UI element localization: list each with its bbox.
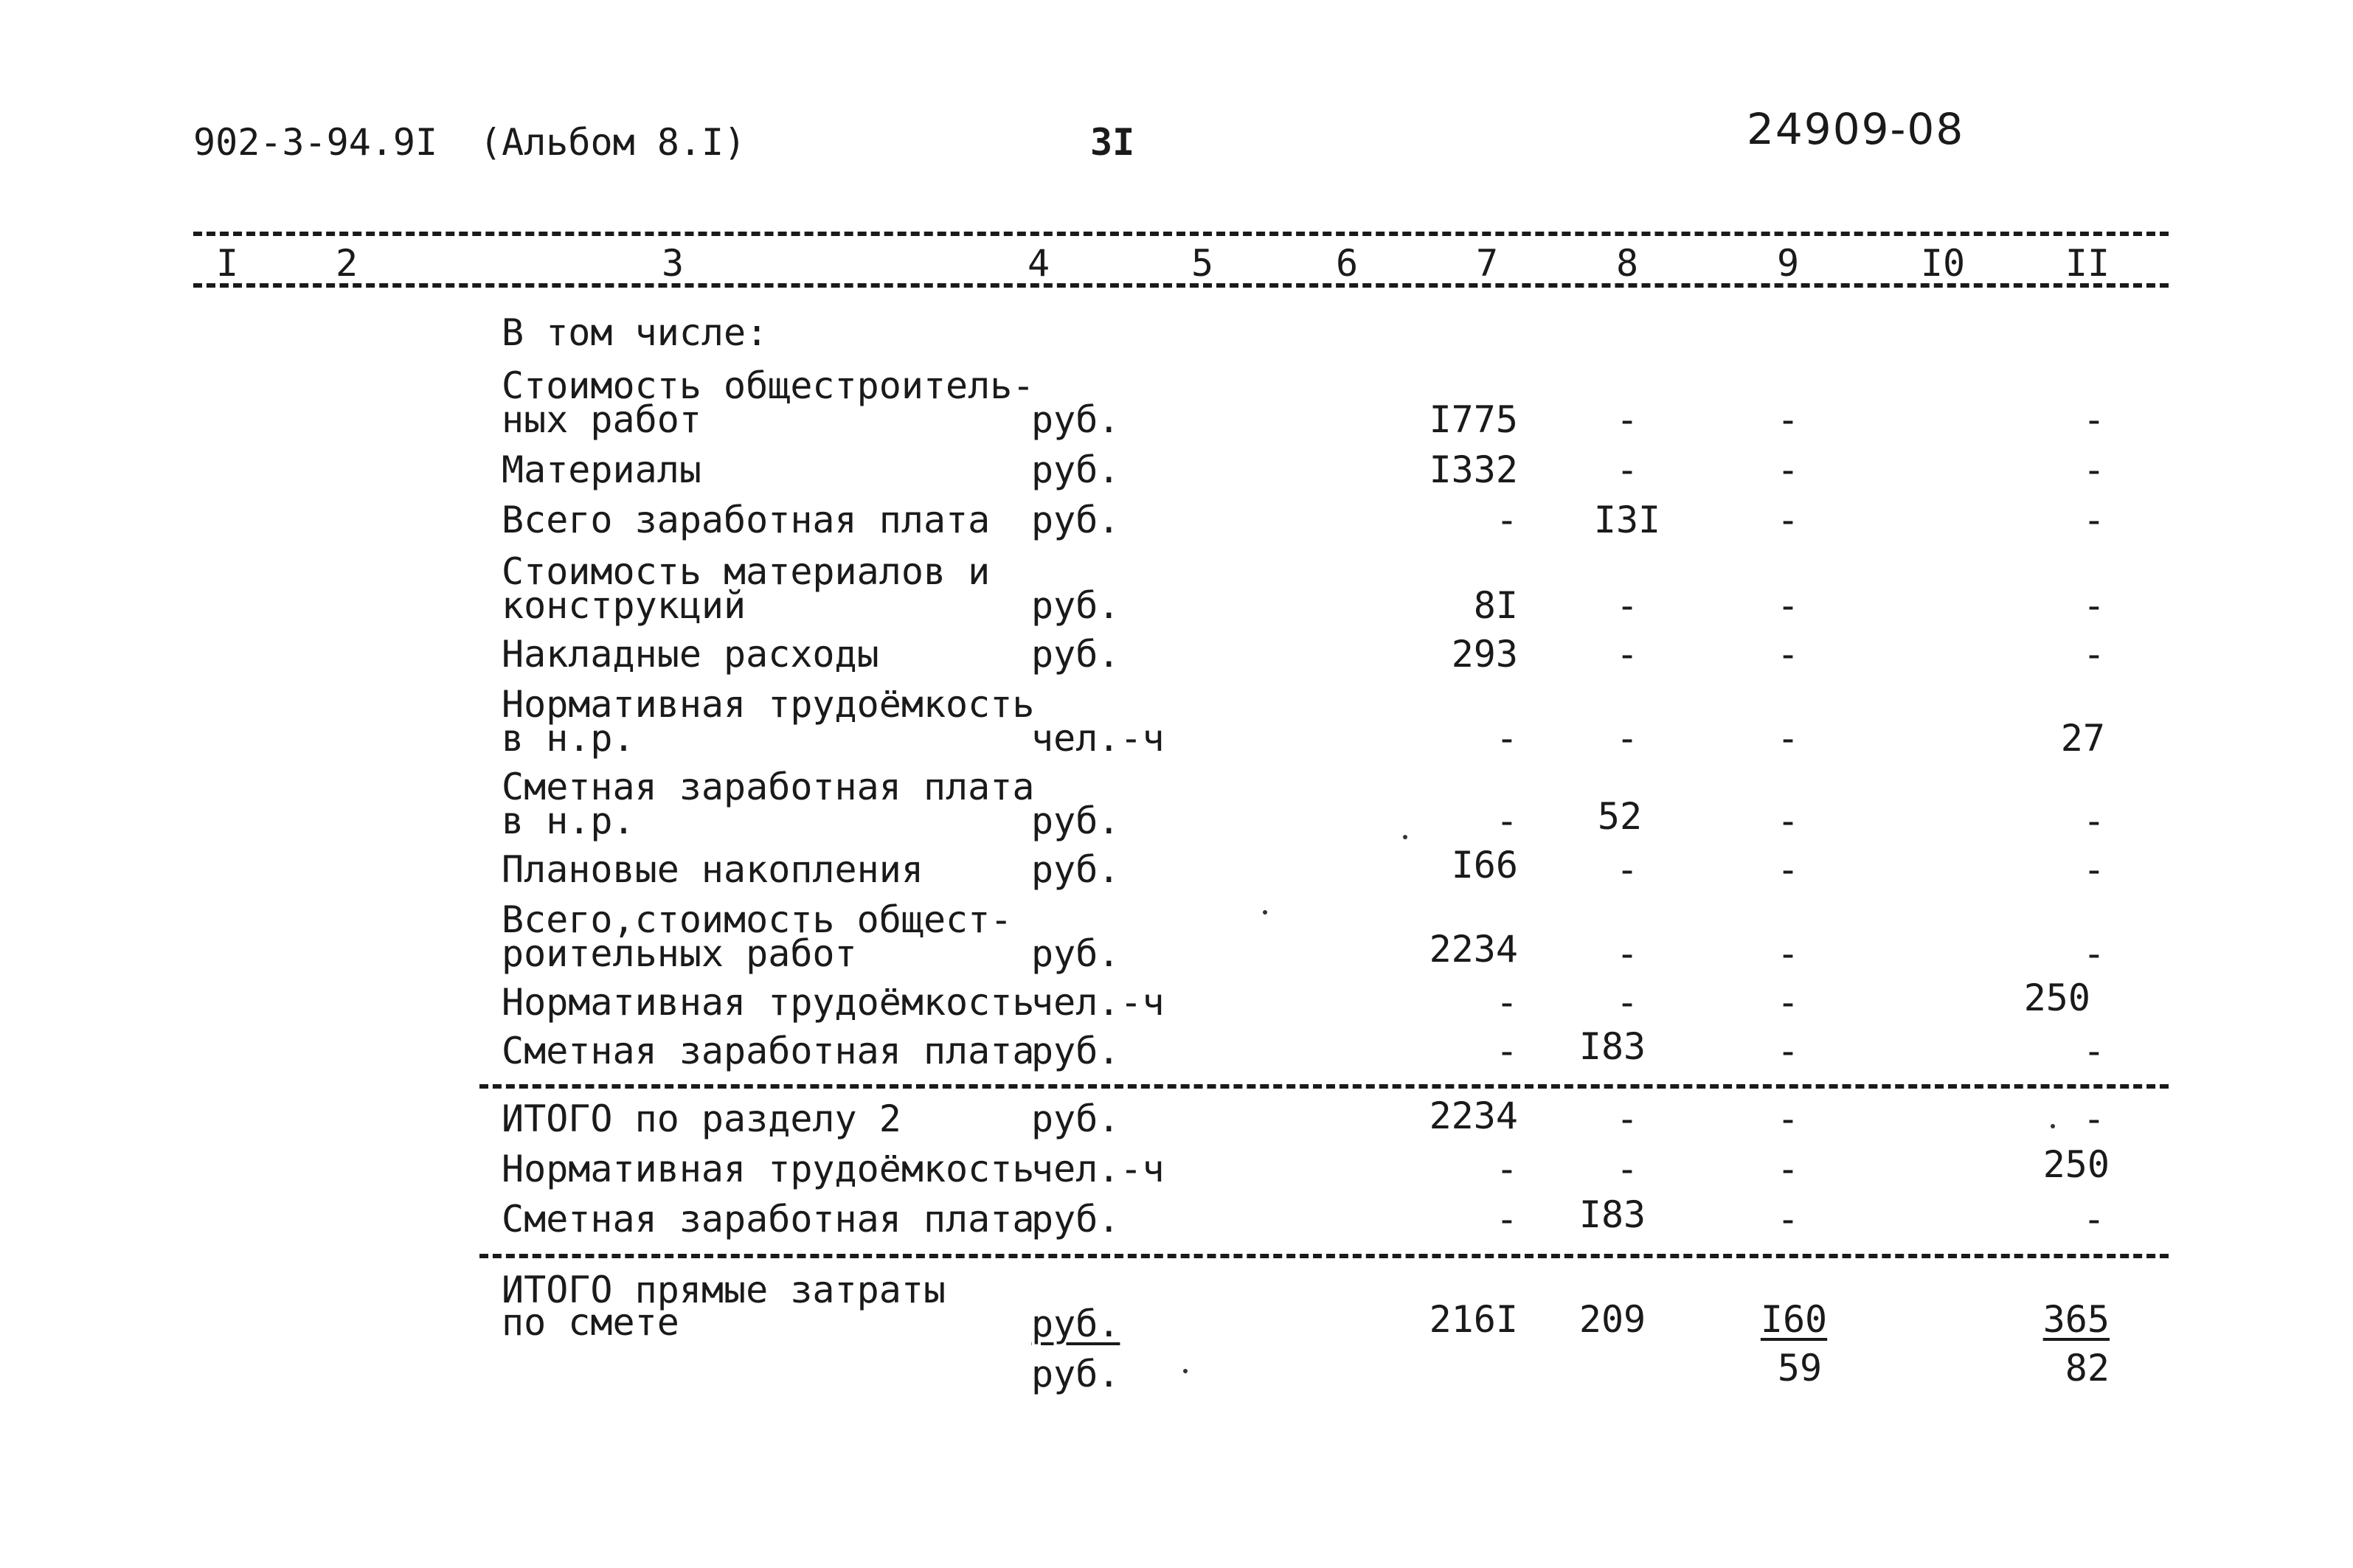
row-name-line: Всего заработная плата [502, 499, 991, 541]
row-col-9: - [1776, 981, 1800, 1024]
row-col-11: - [2082, 1097, 2105, 1140]
row-name-line: роительных работ [502, 932, 857, 975]
col-header-1: I [215, 242, 239, 285]
row-name-line: Нормативная трудоёмкость [502, 683, 1035, 726]
row-col-9: - [1776, 1030, 1800, 1072]
row-name-line: Сметная заработная плата [502, 766, 1035, 808]
grand-total-col-9-top: I60 [1760, 1298, 1828, 1341]
row-col-9: - [1776, 584, 1800, 627]
row-col-9: - [1776, 499, 1800, 541]
row-col-9: - [1776, 932, 1800, 975]
row-col-8: - [1615, 398, 1639, 441]
row-col-8: - [1615, 981, 1639, 1024]
row-col-7: 2234 [1429, 928, 1518, 971]
scan-speck [2051, 1124, 2055, 1128]
row-unit: руб. [1031, 398, 1120, 441]
row-col-8: - [1615, 848, 1639, 891]
row-col-9: - [1776, 633, 1800, 676]
row-name-line: Нормативная трудоёмкость [502, 1148, 1035, 1190]
row-col-11: - [2082, 1030, 2105, 1072]
row-unit: руб. [1031, 799, 1120, 842]
row-col-8: 52 [1597, 795, 1643, 838]
stamp-number: 24909-08 [1747, 104, 1965, 154]
grand-total-col-11-top: 365 [2042, 1298, 2110, 1341]
col-header-3: 3 [661, 242, 685, 285]
row-col-8: - [1615, 717, 1639, 760]
row-unit: руб. [1031, 1198, 1120, 1241]
row-unit: руб. [1031, 932, 1120, 975]
row-col-11: - [2082, 499, 2105, 541]
row-col-8: I83 [1579, 1025, 1646, 1068]
col-header-11: II [2065, 242, 2110, 285]
row-col-9: - [1776, 448, 1800, 491]
row-col-9: - [1776, 717, 1800, 760]
row-col-8: I83 [1579, 1193, 1646, 1236]
row-name-line: ных работ [502, 398, 701, 441]
row-name-line: Нормативная трудоёмкость [502, 981, 1035, 1024]
col-header-7: 7 [1475, 242, 1499, 285]
row-col-8: - [1615, 448, 1639, 491]
row-col-7: - [1495, 1148, 1518, 1190]
row-col-11: 250 [2042, 1143, 2110, 1186]
row-col-7: I66 [1451, 844, 1518, 887]
row-col-11: - [2082, 799, 2105, 842]
row-col-7: I775 [1429, 398, 1518, 441]
col-header-6: 6 [1335, 242, 1359, 285]
row-name-line: Плановые накопления [502, 848, 923, 891]
row-col-8: - [1615, 1148, 1639, 1190]
row-unit: руб. [1031, 499, 1120, 541]
row-col-11: - [2082, 398, 2105, 441]
row-name-line: Стоимость материалов и [502, 550, 991, 593]
row-unit: руб. [1031, 633, 1120, 676]
row-col-11: - [2082, 448, 2105, 491]
scan-speck [1183, 1369, 1188, 1373]
row-col-8: - [1615, 1097, 1639, 1140]
document-code: 902-3-94.9I [193, 121, 438, 164]
grand-total-unit-bottom: руб. [1031, 1353, 1120, 1395]
row-col-8: - [1615, 932, 1639, 975]
row-col-7: I332 [1429, 448, 1518, 491]
row-name-line: Сметная заработная плата [502, 1030, 1035, 1072]
row-col-11: - [2082, 633, 2105, 676]
row-col-9: - [1776, 848, 1800, 891]
row-unit: руб. [1031, 848, 1120, 891]
grand-total-name-line: ИТОГО прямые затраты [502, 1269, 946, 1311]
row-col-7: - [1495, 1030, 1518, 1072]
row-unit: чел.-ч [1031, 981, 1165, 1024]
grand-total-name-line: по смете [502, 1301, 679, 1344]
row-col-9: - [1776, 1097, 1800, 1140]
row-col-11: 27 [2060, 717, 2105, 760]
section-total-rule [479, 1084, 2169, 1089]
row-name-line: ИТОГО по разделу 2 [502, 1097, 901, 1140]
row-col-8: - [1615, 633, 1639, 676]
col-header-4: 4 [1027, 242, 1050, 285]
section-label: В том числе: [502, 311, 769, 354]
album-label: (Альбом 8.I) [479, 121, 746, 164]
row-unit: руб. [1031, 1097, 1120, 1140]
grand-total-unit-top: руб. [1031, 1302, 1120, 1345]
scan-speck [1403, 835, 1407, 839]
col-header-9: 9 [1776, 242, 1800, 285]
header-bottom-rule [193, 283, 2169, 288]
row-name-line: Сметная заработная плата [502, 1198, 1035, 1241]
row-col-9: - [1776, 1148, 1800, 1190]
row-name-line: Накладные расходы [502, 633, 879, 676]
grand-total-col-7: 216I [1429, 1298, 1518, 1341]
grand-total-col-8: 209 [1579, 1298, 1646, 1341]
col-header-8: 8 [1615, 242, 1639, 285]
row-unit: руб. [1031, 584, 1120, 627]
row-col-7: 293 [1451, 633, 1518, 676]
row-name-line: Всего,стоимость общест- [502, 898, 1013, 941]
row-col-11: 250 [2023, 976, 2090, 1019]
row-col-7: 8I [1473, 584, 1518, 627]
row-unit: чел.-ч [1031, 1148, 1165, 1190]
row-col-7: - [1495, 717, 1518, 760]
grand-total-col-11-bottom: 82 [2065, 1347, 2110, 1390]
row-col-11: - [2082, 848, 2105, 891]
grand-total-col-9-bottom: 59 [1777, 1347, 1823, 1390]
row-name-line: конструкций [502, 584, 746, 627]
row-col-11: - [2082, 584, 2105, 627]
row-name-line: в н.р. [502, 717, 635, 760]
row-unit: руб. [1031, 1030, 1120, 1072]
header-top-rule [193, 232, 2169, 236]
grand-total-rule [479, 1254, 2169, 1258]
row-col-11: - [2082, 1198, 2105, 1241]
row-col-7: - [1495, 981, 1518, 1024]
row-col-7: 2234 [1429, 1095, 1518, 1137]
row-name-line: Материалы [502, 448, 701, 491]
scan-speck [1263, 910, 1267, 915]
row-col-9: - [1776, 398, 1800, 441]
row-col-7: - [1495, 1198, 1518, 1241]
row-col-9: - [1776, 1198, 1800, 1241]
row-name-line: Стоимость общестроитель- [502, 364, 1035, 407]
col-header-5: 5 [1191, 242, 1214, 285]
row-col-11: - [2082, 932, 2105, 975]
row-col-9: - [1776, 799, 1800, 842]
row-col-7: - [1495, 499, 1518, 541]
row-col-8: I3I [1593, 499, 1661, 541]
col-header-2: 2 [335, 242, 358, 285]
row-unit: руб. [1031, 448, 1120, 491]
row-col-8: - [1615, 584, 1639, 627]
row-name-line: в н.р. [502, 799, 635, 842]
row-unit: чел.-ч [1031, 717, 1165, 760]
page-number: 3I [1090, 121, 1135, 164]
row-col-7: - [1495, 799, 1518, 842]
col-header-10: I0 [1920, 242, 1966, 285]
